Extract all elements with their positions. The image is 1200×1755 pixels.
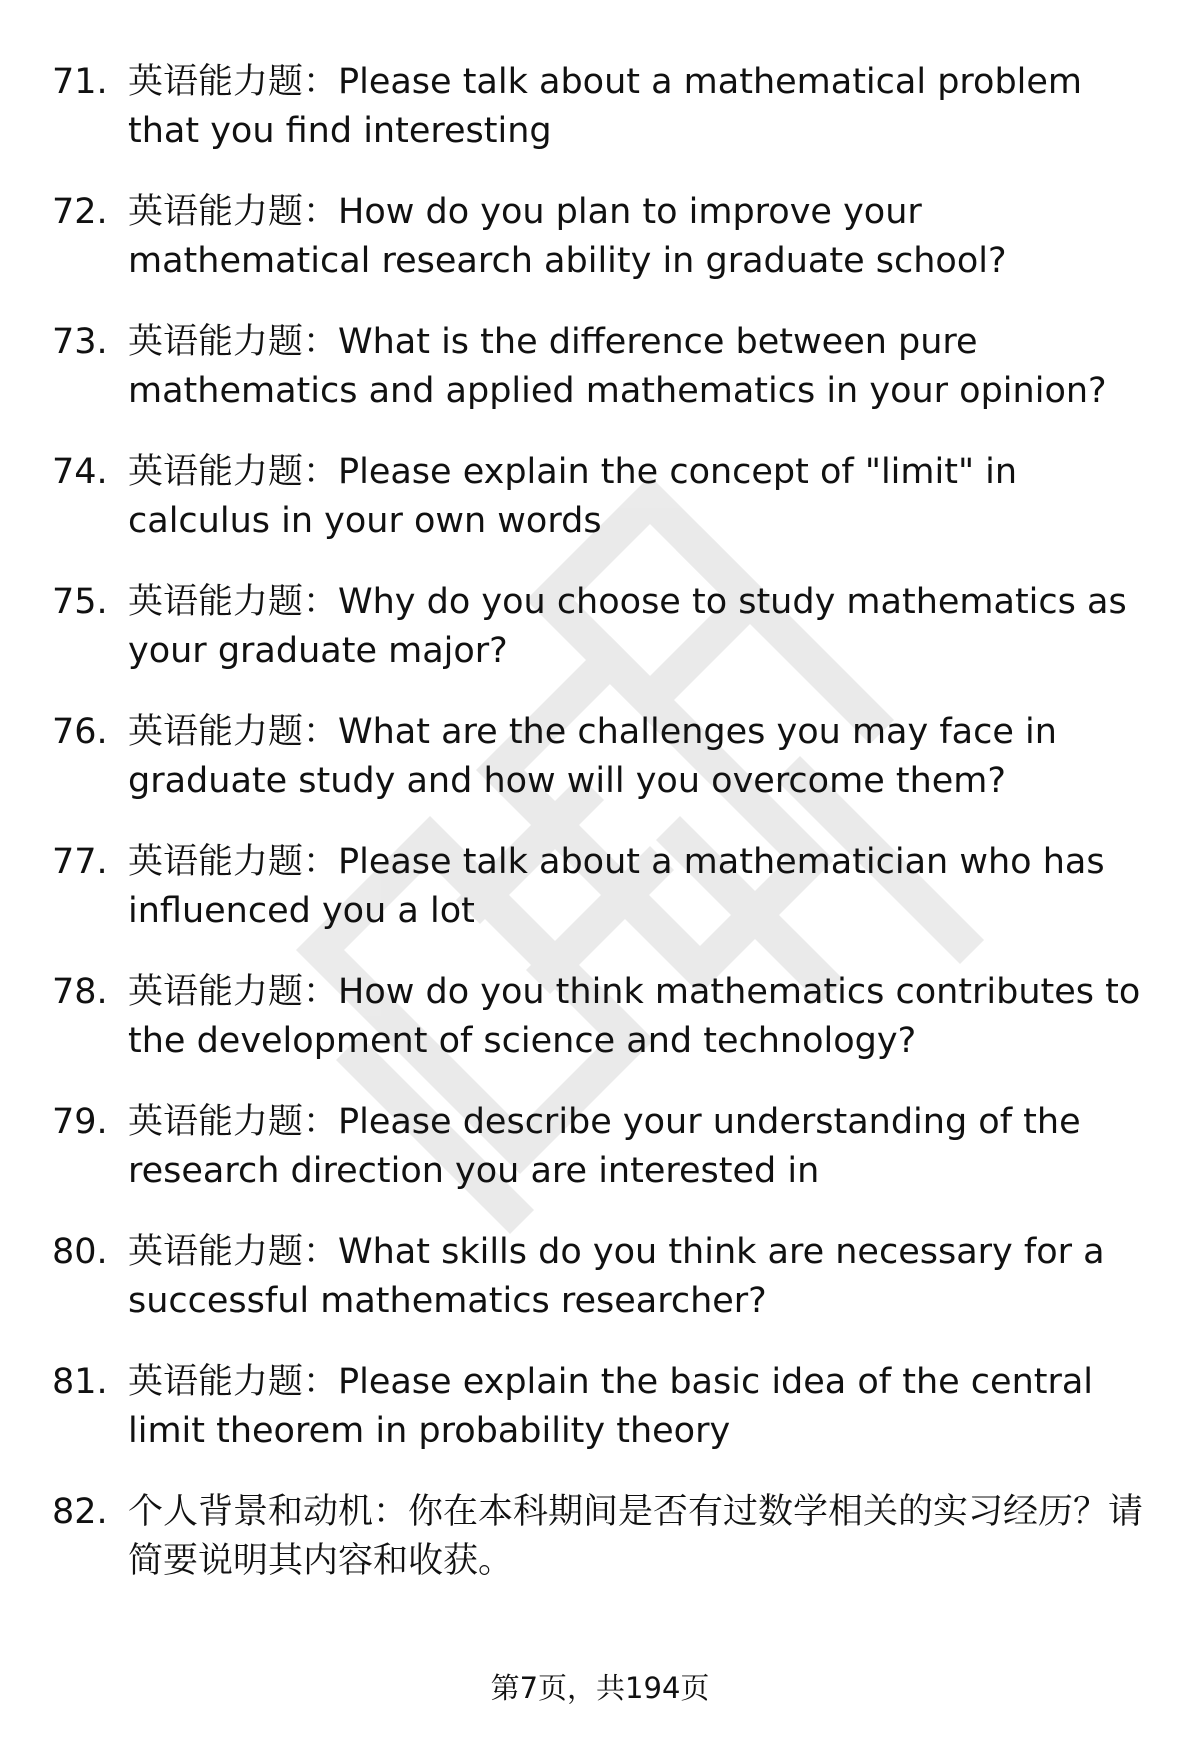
question-number: 77.	[52, 842, 108, 882]
question-item	[52, 1488, 1162, 1586]
question-text: 英语能力题：Why do you choose to study mathematics as your graduate major?	[128, 582, 1127, 671]
question-item	[52, 448, 1162, 546]
question-text: 英语能力题：Please talk about a mathematical problem that you find interesting	[128, 62, 1083, 151]
question-text: 英语能力题：Please explain the concept of "limit" in calculus in your own words	[128, 452, 1018, 541]
question-text: 英语能力题：Please describe your understanding of the research direction you are interested in	[128, 1102, 1081, 1191]
question-text: 英语能力题：What is the difference between pure mathematics and applied mathematics in your opinion?	[128, 322, 1107, 411]
question-text: 英语能力题：How do you plan to improve your mathematical research ability in graduate school?	[128, 192, 1007, 281]
question-item	[52, 58, 1162, 156]
question-number: 79.	[52, 1102, 108, 1142]
question-item	[52, 968, 1162, 1066]
question-item	[52, 838, 1162, 936]
question-item	[52, 708, 1162, 806]
question-number: 75.	[52, 582, 108, 622]
question-number: 82.	[52, 1492, 108, 1532]
question-text: 英语能力题：What skills do you think are necessary for a successful mathematics researcher?	[128, 1232, 1105, 1321]
question-list	[52, 58, 1162, 1618]
question-number: 74.	[52, 452, 108, 492]
question-number: 73.	[52, 322, 108, 362]
question-item	[52, 1228, 1162, 1326]
question-item	[52, 578, 1162, 676]
question-text: 英语能力题：What are the challenges you may face in graduate study and how will you overcome them?	[128, 712, 1057, 801]
question-number: 76.	[52, 712, 108, 752]
question-item	[52, 1098, 1162, 1196]
question-item	[52, 318, 1162, 416]
question-text: 英语能力题：How do you think mathematics contributes to the development of science and technology?	[128, 972, 1141, 1061]
page-footer: 第7页，共194页	[490, 1671, 710, 1705]
question-number: 80.	[52, 1232, 108, 1272]
question-number: 72.	[52, 192, 108, 232]
question-item	[52, 1358, 1162, 1456]
question-item	[52, 188, 1162, 286]
question-text: 个人背景和动机：你在本科期间是否有过数学相关的实习经历？请简要说明其内容和收获。	[128, 1492, 1144, 1581]
question-number: 81.	[52, 1362, 108, 1402]
question-text: 英语能力题：Please talk about a mathematician who has influenced you a lot	[128, 842, 1105, 931]
question-number: 71.	[52, 62, 108, 102]
question-number: 78.	[52, 972, 108, 1012]
question-text: 英语能力题：Please explain the basic idea of the central limit theorem in probability theory	[128, 1362, 1094, 1451]
